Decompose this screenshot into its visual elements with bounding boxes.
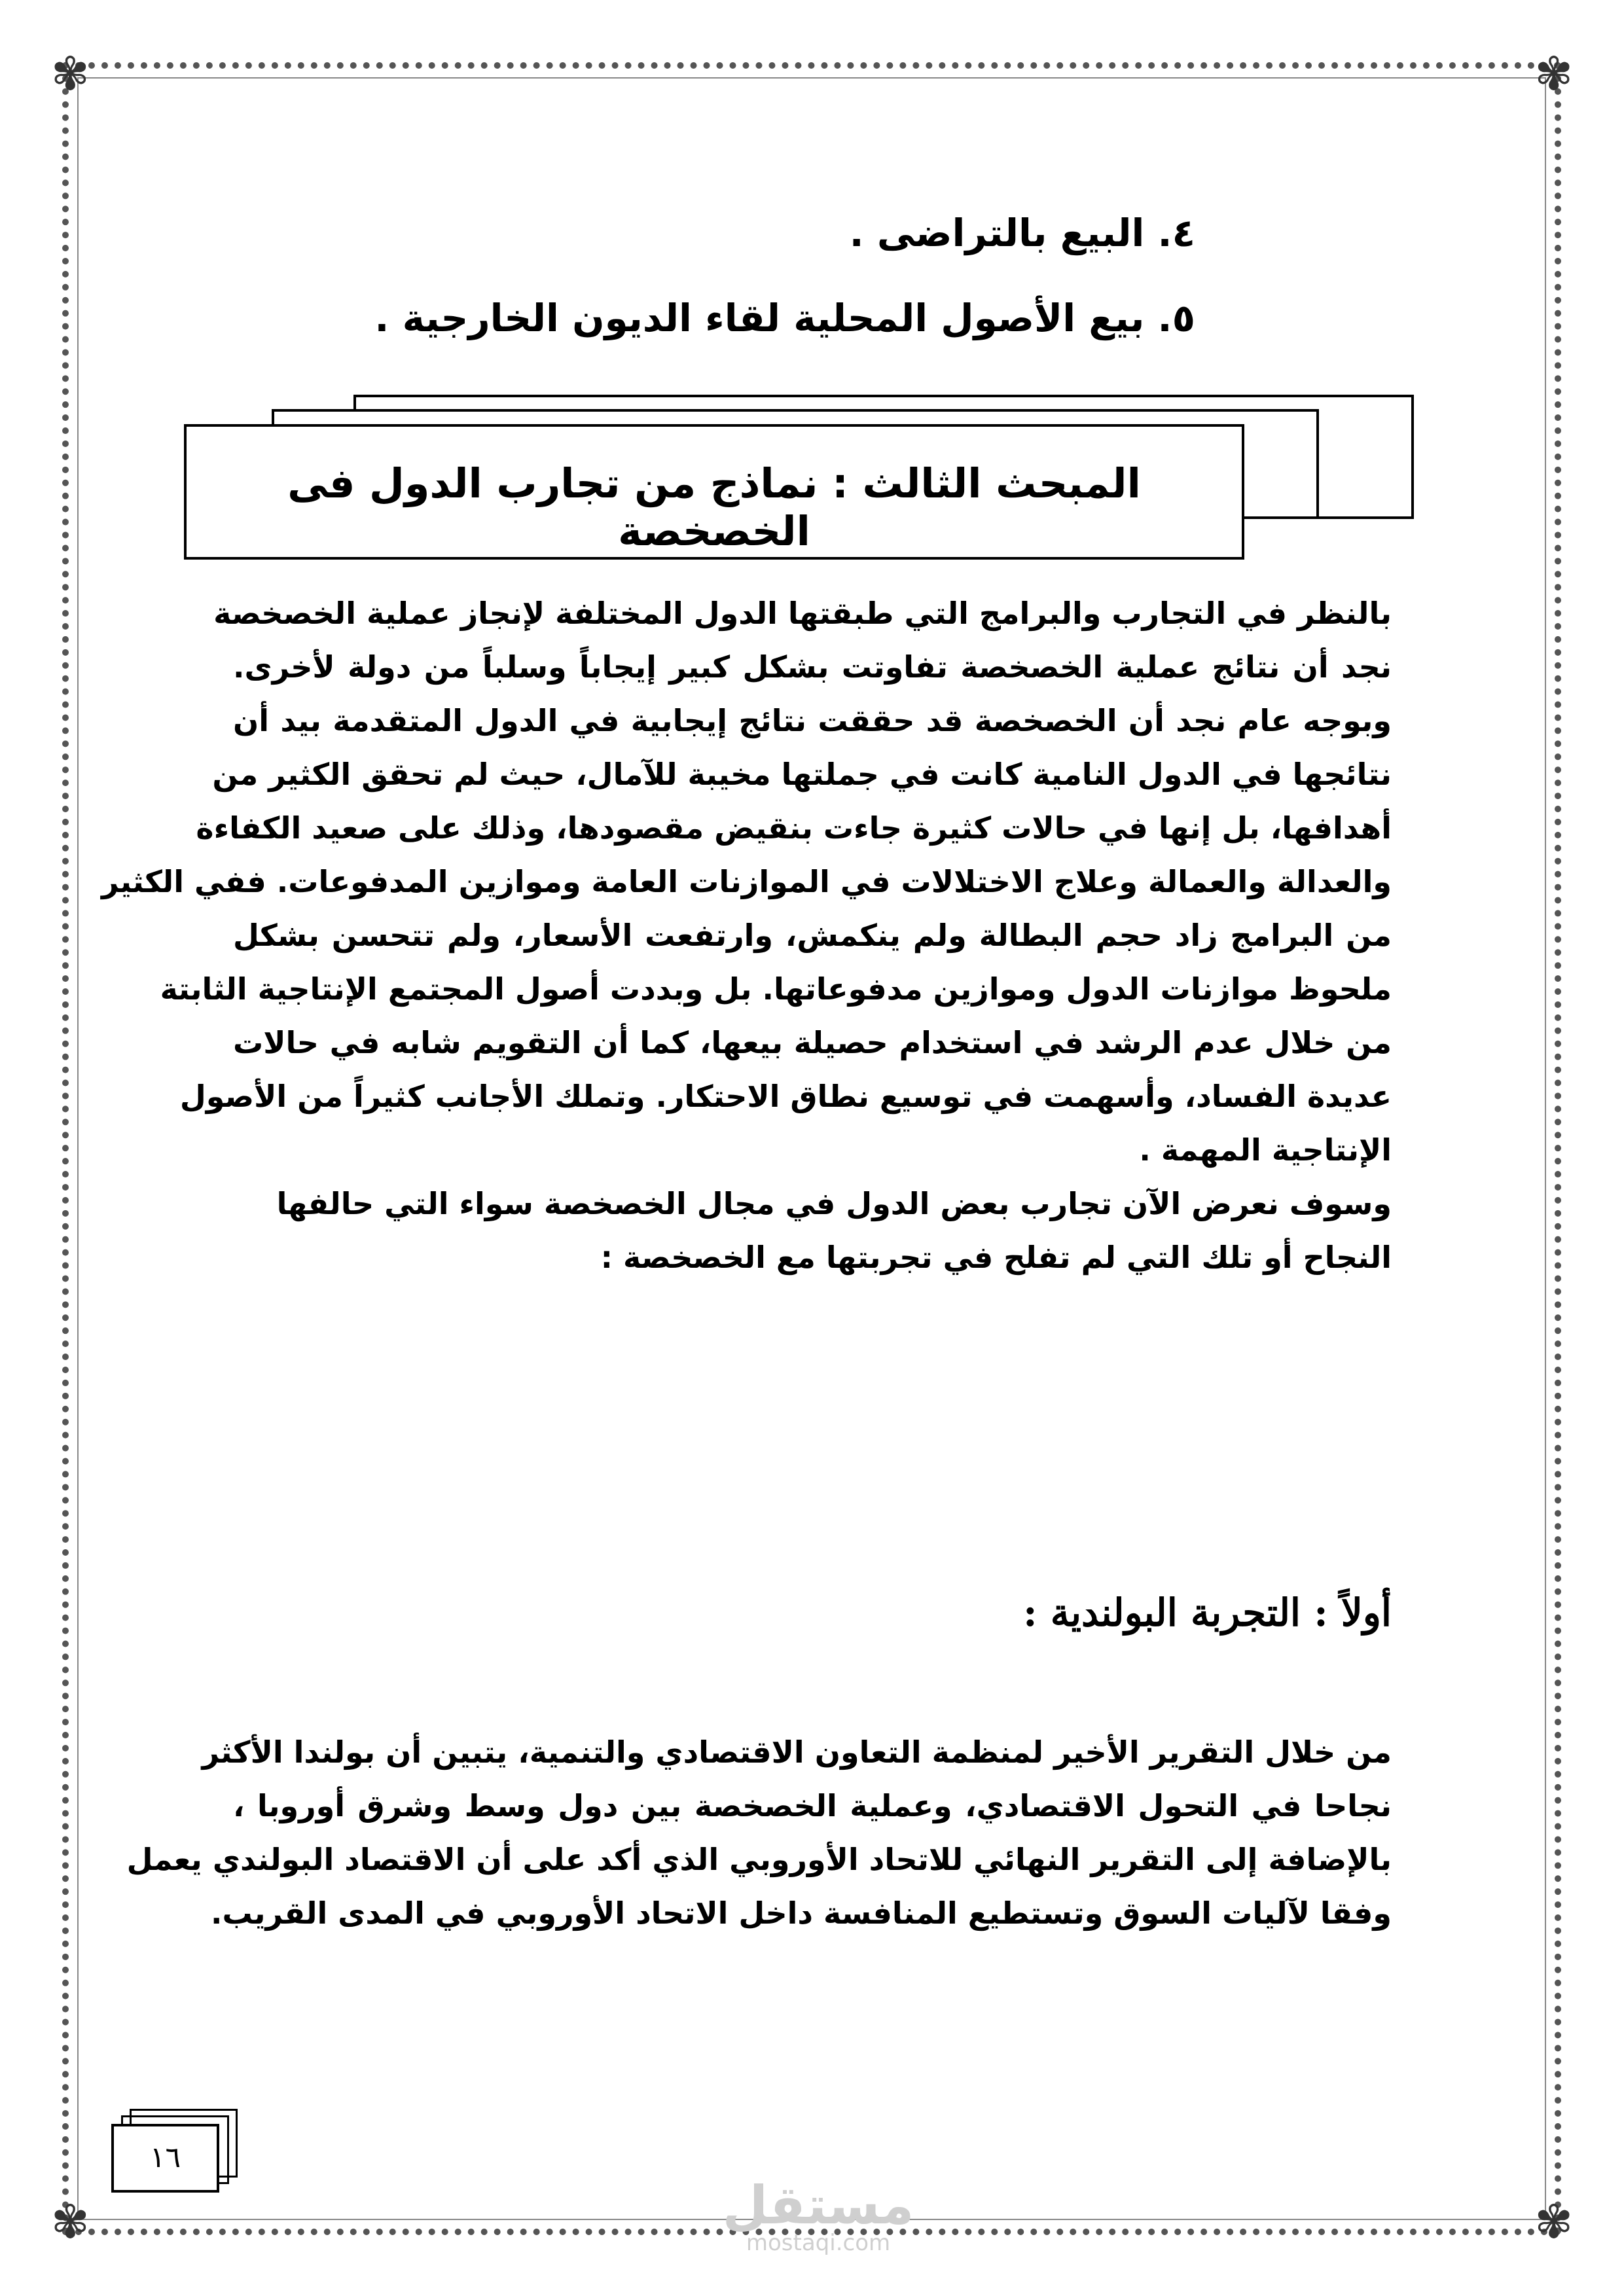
paragraph-line: بالإضافة إلى التقرير النهائي للاتحاد الأوروبي الذي أكد على أن الاقتصاد البولندي يعمل: [126, 1842, 1392, 1877]
paragraph-line: عديدة الفساد، وأسهمت في توسيع نطاق الاحتكار. وتملك الأجانب كثيراً من الأصول: [179, 1079, 1392, 1114]
watermark-arabic: مستقل: [722, 2175, 914, 2236]
paragraph-line: والعدالة والعمالة وعلاج الاختلالات في الموازنات العامة وموازين المدفوعات. ففي الكثير: [101, 864, 1392, 899]
paragraph-line: الإنتاجية المهمة .: [1139, 1132, 1392, 1168]
paragraph-line: وسوف نعرض الآن تجارب بعض الدول في مجال الخصخصة سواء التي حالفها: [276, 1186, 1392, 1221]
corner-ornament-icon: ✾: [51, 47, 90, 101]
paragraph-line: نتائجها في الدول النامية كانت في جملتها مخيبة للآمال، حيث لم تحقق الكثير من: [212, 757, 1392, 792]
paragraph-line: نجد أن نتائج عملية الخصخصة تفاوتت بشكل كبير إيجاباً وسلباً من دولة لأخرى.: [233, 649, 1392, 685]
paragraph-line: من خلال التقرير الأخير لمنظمة التعاون الاقتصادي والتنمية، يتبين أن بولندا الأكثر: [202, 1734, 1392, 1770]
paragraph-line: من خلال عدم الرشد في استخدام حصيلة بيعها، كما أن التقويم شابه في حالات: [233, 1025, 1392, 1060]
watermark-latin: mostaqi.com: [746, 2230, 891, 2256]
paragraph-line: النجاح أو تلك التي لم تفلح في تجربتها مع الخصخصة :: [600, 1240, 1392, 1275]
corner-ornament-icon: ✾: [1534, 2195, 1573, 2249]
subheading: أولاً : التجربة البولندية :: [1023, 1590, 1392, 1635]
list-item: ٥. بيع الأصول المحلية لقاء الديون الخارجية .: [374, 296, 1195, 340]
corner-ornament-icon: ✾: [1534, 47, 1573, 101]
section-heading-box: [184, 424, 1244, 560]
paragraph-line: بالنظر في التجارب والبرامج التي طبقتها الدول المختلفة لإنجاز عملية الخصخصة: [213, 596, 1392, 631]
paragraph-line: نجاحا في التحول الاقتصادي، وعملية الخصخصة بين دول وسط وشرق أوروبا ،: [233, 1788, 1392, 1823]
section-heading: المبحث الثالث : نماذج من تجارب الدول فى الخصخصة: [287, 459, 1141, 555]
list-item: ٤. البيع بالتراضى .: [849, 211, 1195, 255]
page-number: ١٦: [111, 2124, 219, 2193]
corner-ornament-icon: ✾: [51, 2195, 90, 2249]
paragraph-line: من البرامج زاد حجم البطالة ولم ينكمش، وارتفعت الأسعار، ولم تتحسن بشكل: [233, 918, 1392, 953]
paragraph-line: أهدافها، بل إنها في حالات كثيرة جاءت بنقيض مقصودها، وذلك على صعيد الكفاءة: [196, 810, 1392, 846]
paragraph-line: ملحوظ موازنات الدول وموازين مدفوعاتها. بل وبددت أصول المجتمع الإنتاجية الثابتة: [160, 971, 1392, 1007]
watermark: [713, 2175, 923, 2256]
paragraph-line: وفقا لآليات السوق وتستطيع المنافسة داخل الاتحاد الأوروبي في المدى القريب.: [211, 1895, 1392, 1931]
paragraph-line: وبوجه عام نجد أن الخصخصة قد حققت نتائج إيجابية في الدول المتقدمة بيد أن: [233, 703, 1392, 738]
